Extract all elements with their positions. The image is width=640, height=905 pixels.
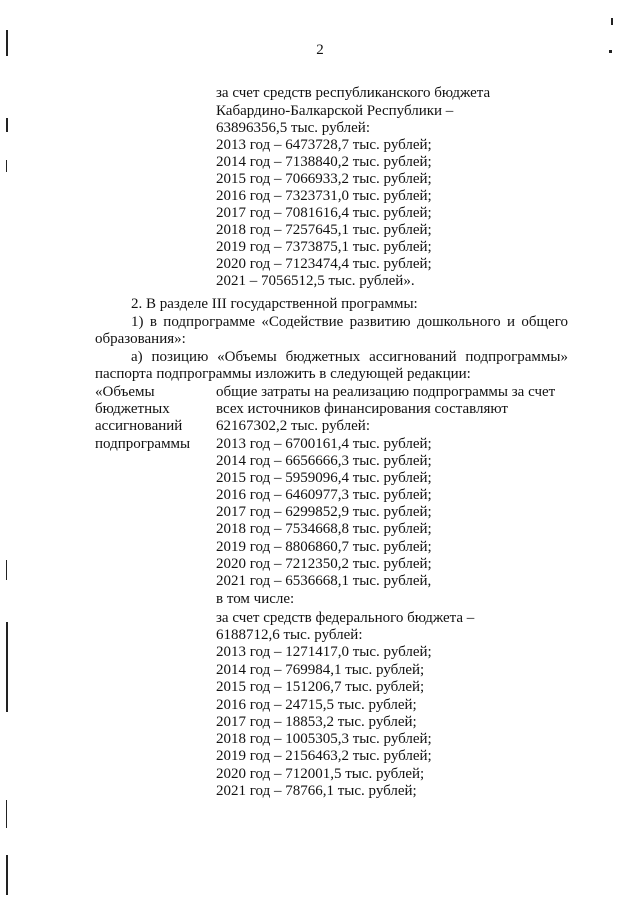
text-line: 63896356,5 тыс. рублей: [216, 120, 370, 136]
table-right-line: 2017 год – 18853,2 тыс. рублей; [216, 714, 417, 730]
table-right-line: 2015 год – 151206,7 тыс. рублей; [216, 679, 425, 695]
text-line: 2015 год – 7066933,2 тыс. рублей; [216, 171, 432, 187]
table-right-line: 62167302,2 тыс. рублей: [216, 418, 370, 434]
table-right-line: 2015 год – 5959096,4 тыс. рублей; [216, 470, 432, 486]
scan-mark-left-6 [6, 800, 7, 828]
table-left-label: «Объемы [95, 384, 155, 400]
table-right-line: 2020 год – 7212350,2 тыс. рублей; [216, 556, 432, 572]
text-line: 2017 год – 7081616,4 тыс. рублей; [216, 205, 432, 221]
text-line: 2021 – 7056512,5 тыс. рублей». [216, 273, 415, 289]
table-right-line: 2019 год – 8806860,7 тыс. рублей; [216, 539, 432, 555]
table-right-line: 2013 год – 1271417,0 тыс. рублей; [216, 644, 432, 660]
table-right-line: за счет средств федерального бюджета – [216, 610, 475, 626]
table-right-line: всех источников финансирования составляют [216, 401, 508, 417]
table-right-line: в том числе: [216, 591, 295, 607]
table-right-line: 2021 год – 6536668,1 тыс. рублей, [216, 573, 432, 589]
scan-mark-left-5 [6, 622, 8, 712]
subsection-a-line1: а) позицию «Объемы бюджетных ассигнований подпрограммы» [131, 349, 568, 365]
text-line: 2013 год – 6473728,7 тыс. рублей; [216, 137, 432, 153]
table-right-line: общие затраты на реализацию подпрограммы за счет [216, 384, 556, 400]
subsection-1-line2: образования»: [95, 331, 186, 347]
table-right-line: 2013 год – 6700161,4 тыс. рублей; [216, 436, 432, 452]
text-line: 2014 год – 7138840,2 тыс. рублей; [216, 154, 432, 170]
table-right-line: 6188712,6 тыс. рублей: [216, 627, 363, 643]
section-item: 2. В разделе III государственной программы: [131, 296, 418, 312]
scan-mark-left-2 [6, 118, 8, 132]
table-right-line: 2016 год – 24715,5 тыс. рублей; [216, 697, 417, 713]
text-line: Кабардино-Балкарской Республики – [216, 103, 454, 119]
text-line: 2020 год – 7123474,4 тыс. рублей; [216, 256, 432, 272]
table-right-line: 2018 год – 1005305,3 тыс. рублей; [216, 731, 432, 747]
scan-mark-left-3 [6, 160, 7, 172]
table-left-label: ассигнований [95, 418, 183, 434]
table-right-line: 2014 год – 769984,1 тыс. рублей; [216, 662, 425, 678]
subsection-1-line1: 1) в подпрограмме «Содействие развитию дошкольного и общего [131, 314, 568, 330]
text-line: 2018 год – 7257645,1 тыс. рублей; [216, 222, 432, 238]
table-right-line: 2016 год – 6460977,3 тыс. рублей; [216, 487, 432, 503]
table-right-line: 2021 год – 78766,1 тыс. рублей; [216, 783, 417, 799]
scan-mark-left-4 [6, 560, 7, 580]
subsection-a-line2: паспорта подпрограммы изложить в следующей редакции: [95, 366, 471, 382]
table-right-line: 2019 год – 2156463,2 тыс. рублей; [216, 748, 432, 764]
table-left-label: подпрограммы [95, 436, 191, 452]
page-number: 2 [316, 42, 324, 58]
scan-mark-right-1 [611, 18, 613, 25]
text-line: за счет средств республиканского бюджета [216, 85, 491, 101]
table-right-line: 2014 год – 6656666,3 тыс. рублей; [216, 453, 432, 469]
text-line: 2016 год – 7323731,0 тыс. рублей; [216, 188, 432, 204]
table-right-line: 2017 год – 6299852,9 тыс. рублей; [216, 504, 432, 520]
table-right-line: 2020 год – 712001,5 тыс. рублей; [216, 766, 425, 782]
table-right-line: 2018 год – 7534668,8 тыс. рублей; [216, 521, 432, 537]
text-line: 2019 год – 7373875,1 тыс. рублей; [216, 239, 432, 255]
scan-mark-left-7 [6, 855, 8, 895]
table-left-label: бюджетных [95, 401, 170, 417]
